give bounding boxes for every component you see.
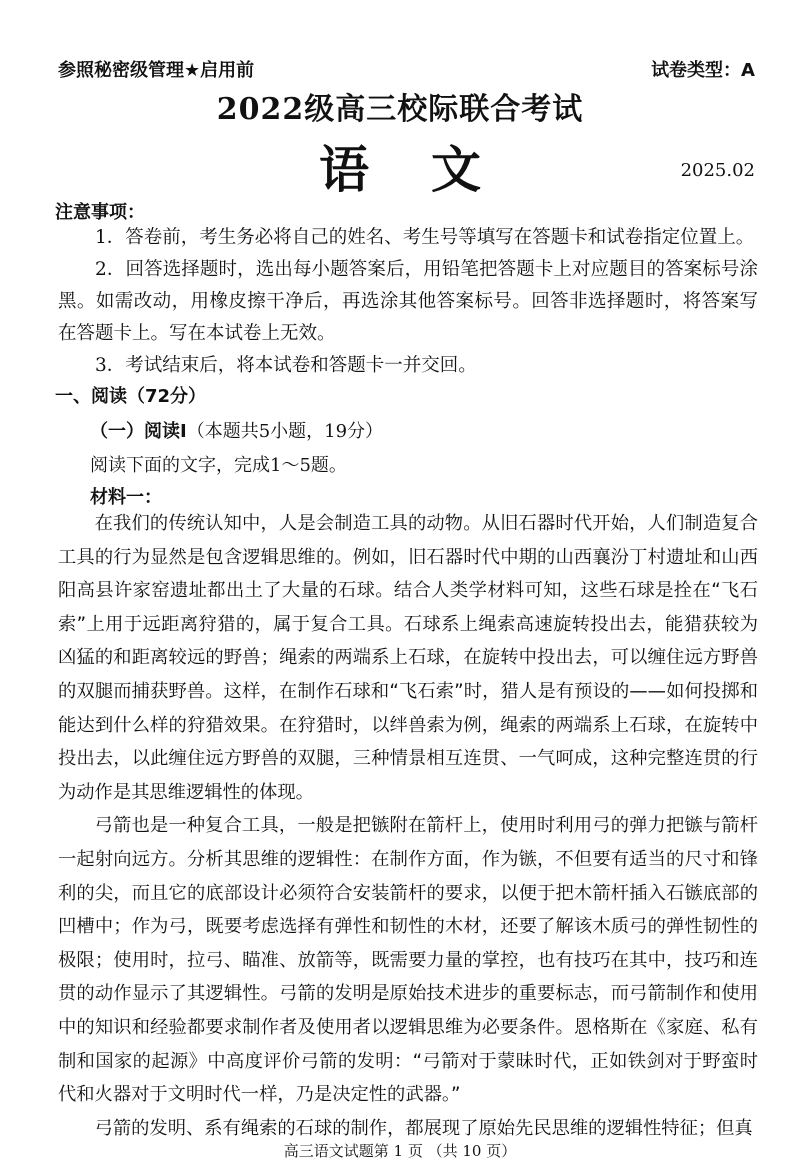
reading-instruction: 阅读下面的文字，完成1～5题。 [90,455,347,476]
paragraph: 弓箭的发明、系有绳索的石球的制作，都展现了原始先民思维的逻辑性特征；但真 [94,1117,753,1139]
exam-date: 2025.02 [680,160,755,181]
section-heading: 一、阅读（72分） [55,386,207,407]
secrecy-label: 参照秘密级管理★启用前 [58,60,255,81]
page-footer: 高三语文试题第 1 页 （共 10 页） [283,1142,517,1160]
subject-title: 语文 [319,141,543,199]
notice-item: 2．回答选择题时，选出每小题答案后，用铅笔把答题卡上对应题目的答案标号涂黑。如需改动，用橡皮擦干净后，再选涂其他答案标号。回答非选择题时，将答案写在答题卡上。写在本试卷上无效。 [58,259,758,344]
subsection-note: （本题共5小题，19分） [186,421,384,442]
notice-item: 1．答卷前，考生务必将自己的姓名、考生号等填写在答题卡和试卷指定位置上。 [95,227,755,248]
paper-type-label: 试卷类型：A [651,60,755,81]
subsection-title: （一）阅读Ⅰ [90,421,187,442]
paragraph: 弓箭也是一种复合工具，一般是把镞附在箭杆上，使用时利用弓的弹力把镞与箭杆一起射向远方。分析其思维的逻辑性：在制作方面，作为镞，不但要有适当的尺寸和锋利的尖，而且它的底部设计必须符合安装箭杆的要求，以便于把木箭杆插入石镞底部的凹槽中；作为弓，既要考虑选择有弹性和韧性的木材，还要了解该木质弓的弹性韧性的极限；使用时，拉弓、瞄准、放箭等，既需要力量的掌控，也有技巧在其中，技巧和连贯的动作显示了其逻辑性。弓箭的发明是原始技术进步的重要标志，而弓箭制作和使用中的知识和经验都要求制作者及使用者以逻辑思维为必要条件。恩格斯在《家庭、私有制和国家的起源》中高度评价弓箭的发明：“弓箭对于蒙昧时代，正如铁剑对于野蛮时代和火器对于文明时代一样，乃是决定性的武器。” [58,815,758,1106]
paragraph: 在我们的传统认知中，人是会制造工具的动物。从旧石器时代开始，人们制造复合工具的行为显然是包含逻辑思维的。例如，旧石器时代中期的山西襄汾丁村遗址和山西阳高县许家窑遗址都出土了大量的石球。结合人类学材料可知，这些石球是拴在“飞石索”上用于远距离狩猎的，属于复合工具。石球系上绳索高速旋转投出去，能猎获较为凶猛的和距离较远的野兽；绳索的两端系上石球，在旋转中投出去，可以缠住远方野兽的双腿而捕获野兽。这样，在制作石球和“飞石索”时，猎人是有预设的——如何投掷和能达到什么样的狩猎效果。在狩猎时，以绊兽索为例，绳索的两端系上石球，在旋转中投出去，以此缠住远方野兽的双腿，三种情景相互连贯、一气呵成，这种完整连贯的行为动作是其思维逻辑性的体现。 [58,513,758,803]
subsection-heading [90,417,383,443]
exam-title: 2022级高三校际联合考试 [216,92,584,127]
notice-item: 3．考试结束后，将本试卷和答题卡一并交回。 [95,355,477,376]
notice-heading: 注意事项： [55,202,145,223]
material-body [58,507,758,1145]
material-heading: 材料一： [90,487,162,508]
notice-list [58,222,758,382]
